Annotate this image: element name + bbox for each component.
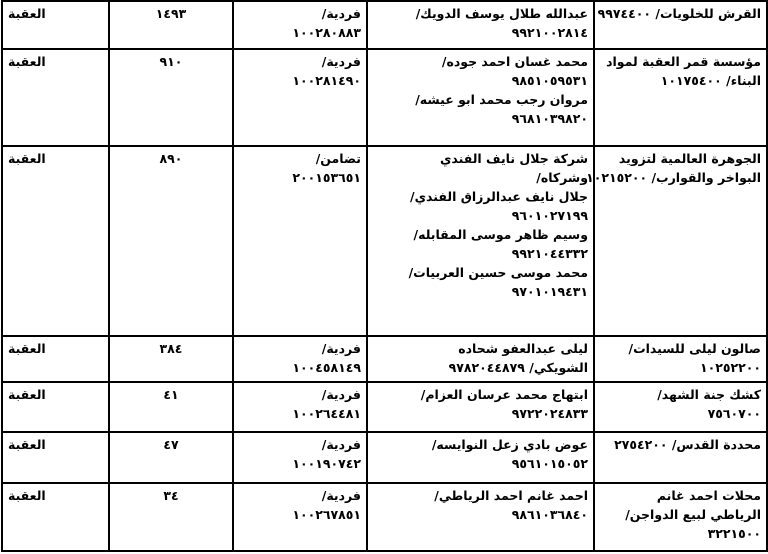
capital-cell — [109, 1, 233, 49]
owner-id: ٩٩٢١٠٤٤٣٣٢ — [511, 246, 588, 261]
registration-type: فردية/ — [321, 488, 361, 503]
registry-body — [2, 1, 767, 551]
registration-type: فردية/ — [321, 54, 361, 69]
company-line: مؤسسة قمر العقبة لمواد — [606, 54, 761, 69]
owner-name: عبدالله طلال يوسف الدويك/ — [415, 6, 588, 21]
registration-type: فردية/ — [321, 341, 361, 356]
city-cell — [2, 382, 109, 432]
owner-id: ٩٩٢١٠٠٢٨١٤ — [511, 25, 588, 40]
company-line: محددة القدس/ ٢٧٥٤٢٠٠ — [614, 437, 761, 452]
owners-cell — [367, 432, 594, 483]
registration-cell — [233, 49, 367, 146]
owner-name: ابتهاج محمد عرسان العزام/ — [420, 387, 588, 402]
company-line: ٧٥٦٠٧٠٠ — [707, 406, 761, 421]
company-line: الرياطي لبيع الدواجن/ — [625, 507, 761, 522]
company-cell — [594, 432, 767, 483]
city-name: العقبة — [8, 341, 46, 356]
owner-id: ٩٦٠١٠٢٧١٩٩ — [511, 208, 588, 223]
capital-value: ١٤٩٣ — [155, 6, 187, 21]
registration-cell — [233, 336, 367, 382]
city-cell — [2, 49, 109, 146]
registration-number: ١٠٠٢٦٤٤٨١ — [292, 406, 361, 421]
registration-type: فردية/ — [321, 437, 361, 452]
owners-cell — [367, 483, 594, 551]
owners-cell — [367, 382, 594, 432]
registration-cell — [233, 483, 367, 551]
company-cell — [594, 483, 767, 551]
owner-name: احمد غانم احمد الرياطي/ — [434, 488, 588, 503]
company-cell — [594, 336, 767, 382]
capital-cell — [109, 382, 233, 432]
capital-value: ٣٨٤ — [159, 341, 183, 356]
registration-type: تضامن/ — [315, 151, 361, 166]
capital-cell — [109, 336, 233, 382]
owner-id: ٩٨٥١٠٥٩٥٣١ — [511, 73, 588, 88]
city-cell — [2, 432, 109, 483]
city-name: العقبة — [8, 54, 46, 69]
registration-number: ٢٠٠١٥٣٦٥١ — [292, 170, 361, 185]
table-row — [2, 432, 767, 483]
capital-cell — [109, 146, 233, 336]
company-line: صالون ليلى للسيدات/ — [628, 341, 761, 356]
company-line: البواخر والقوارب/ ١٠٢١٥٢٠٠ — [586, 170, 761, 185]
company-cell — [594, 382, 767, 432]
company-line: كشك جنة الشهد/ — [657, 387, 761, 402]
registration-cell — [233, 432, 367, 483]
capital-value: ٣٤ — [163, 488, 179, 503]
owner-name: الشويكي/ ٩٧٨٢٠٤٤٨٧٩ — [448, 360, 588, 375]
company-cell — [594, 49, 767, 146]
capital-value: ٩١٠ — [159, 54, 183, 69]
owners-cell — [367, 1, 594, 49]
table-row — [2, 382, 767, 432]
owner-name: وشركاه/ — [536, 170, 588, 185]
owners-cell — [367, 336, 594, 382]
city-name: العقبة — [8, 437, 46, 452]
city-name: العقبة — [8, 6, 46, 21]
registration-number: ١٠٠١٩٠٧٤٢ — [292, 456, 361, 471]
registration-type: فردية/ — [321, 387, 361, 402]
owners-cell — [367, 146, 594, 336]
city-cell — [2, 1, 109, 49]
registration-number: ١٠٠٢٦٧٨٥١ — [292, 507, 361, 522]
owner-name: وسيم ظاهر موسى المقابله/ — [413, 227, 588, 242]
owner-id: ٩٦٨١٠٣٩٨٢٠ — [511, 111, 588, 126]
company-registry-table — [1, 0, 768, 552]
capital-cell — [109, 483, 233, 551]
company-line: البناء/ ١٠١٧٥٤٠٠ — [660, 73, 761, 88]
capital-cell — [109, 432, 233, 483]
company-line: ٣٢٢١٥٠٠ — [707, 526, 761, 541]
registration-cell — [233, 146, 367, 336]
registration-cell — [233, 1, 367, 49]
company-cell — [594, 1, 767, 49]
company-line: القرش للخلويات/ ٩٩٧٤٤٠٠ — [597, 6, 761, 21]
table-row — [2, 336, 767, 382]
owner-id: ٩٧٢٢٠٢٤٨٣٣ — [511, 406, 588, 421]
registration-number: ١٠٠٤٥٨١٤٩ — [292, 360, 361, 375]
table-row — [2, 1, 767, 49]
registration-type: فردية/ — [321, 6, 361, 21]
company-cell — [586, 146, 767, 336]
registration-number: ١٠٠٢٨٠٨٨٣ — [292, 25, 361, 40]
city-cell — [2, 483, 109, 551]
registration-number: ١٠٠٢٨١٤٩٠ — [292, 73, 361, 88]
owner-id: ٩٧٠١٠١٩٤٣١ — [511, 284, 588, 299]
owner-name: محمد موسى حسين العربيات/ — [408, 265, 588, 280]
owner-id: ٩٨٦١٠٣٦٨٤٠ — [511, 507, 588, 522]
city-name: العقبة — [8, 151, 46, 166]
owner-id: ٩٥٦١٠١٥٠٥٢ — [511, 456, 588, 471]
capital-value: ٤١ — [163, 387, 179, 402]
city-name: العقبة — [8, 488, 46, 503]
table-row — [2, 483, 767, 551]
table-row — [2, 49, 767, 146]
city-cell — [2, 336, 109, 382]
company-line: الجوهرة العالمية لتزويد — [618, 151, 761, 166]
table-row — [2, 146, 767, 336]
city-cell — [2, 146, 109, 336]
owner-name: جلال نايف عبدالرزاق الفندي/ — [410, 189, 588, 204]
owner-name: عوض بادي زعل النوايسه/ — [431, 437, 588, 452]
company-line: ١٠٢٥٢٢٠٠ — [699, 360, 761, 375]
company-line: محلات احمد غانم — [656, 488, 761, 503]
city-name: العقبة — [8, 387, 46, 402]
owner-name: ليلى عبدالعفو شحاده — [458, 341, 588, 356]
owner-name: مروان رجب محمد ابو عيشه/ — [415, 92, 588, 107]
capital-cell — [109, 49, 233, 146]
owner-name: محمد غسان احمد جوده/ — [441, 54, 588, 69]
owner-name: شركة جلال نايف الفندي — [439, 151, 588, 166]
capital-value: ٨٩٠ — [159, 151, 183, 166]
registration-cell — [233, 382, 367, 432]
owners-cell — [367, 49, 594, 146]
capital-value: ٤٧ — [163, 437, 179, 452]
